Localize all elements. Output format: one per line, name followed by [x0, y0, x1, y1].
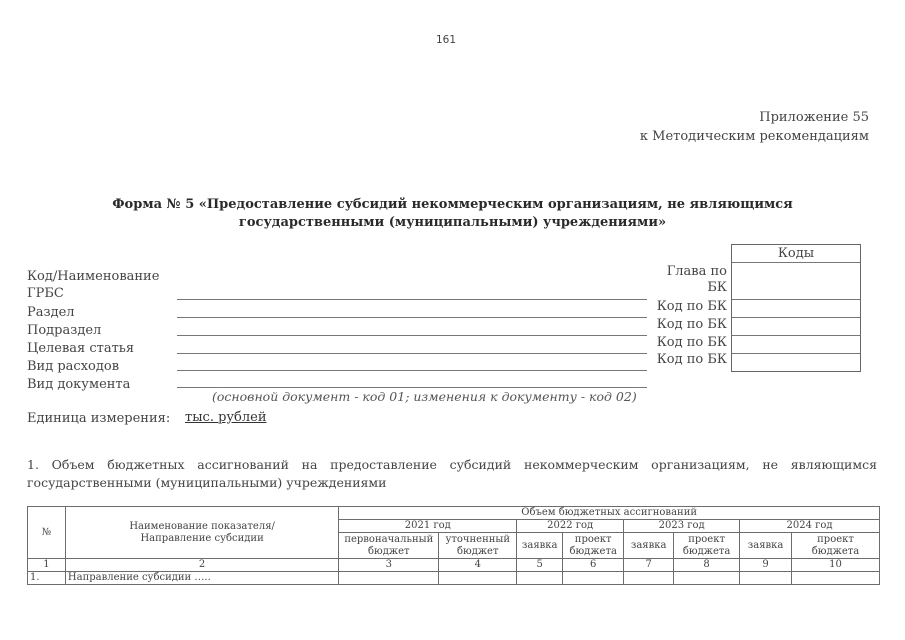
- row-name: Направление субсидии …..: [65, 572, 338, 585]
- year-2023: 2023 год: [624, 520, 740, 533]
- sub-initial-l1: первоначальный: [344, 533, 434, 545]
- sub-project-2023: [674, 533, 740, 559]
- code-cell-target[interactable]: [732, 336, 860, 354]
- row-number: 1.: [28, 572, 66, 585]
- col-header-no: №: [28, 507, 66, 559]
- column-numbers-row: [28, 559, 880, 572]
- table-cell[interactable]: [792, 572, 880, 585]
- col-num: 8: [674, 559, 740, 572]
- form-title: [0, 196, 905, 232]
- appendix-reference: [640, 108, 869, 146]
- year-2024: 2024 год: [740, 520, 880, 533]
- target-fill-line[interactable]: [177, 353, 647, 354]
- code-cell-section[interactable]: [732, 300, 860, 318]
- col-header-name-line1: Наименование показателя/: [129, 520, 275, 532]
- sub-project-l2: бюджета: [682, 545, 731, 557]
- table-cell[interactable]: [740, 572, 792, 585]
- col-num: 10: [792, 559, 880, 572]
- sub-revised-l2: бюджет: [456, 545, 499, 557]
- form-title-line1: Форма № 5 «Предоставление субсидий некоммерческим организациям, не являющимся: [112, 197, 793, 212]
- col-header-name-line2: Направление субсидии: [140, 532, 264, 544]
- sub-revised-budget: [439, 533, 517, 559]
- col-num: 5: [517, 559, 563, 572]
- doc-note: (основной документ - код 01; изменения к документу - код 02): [212, 389, 637, 404]
- sub-initial-l2: бюджет: [368, 545, 410, 557]
- col-num: 6: [563, 559, 624, 572]
- code-label-subsection: Код по БК: [656, 317, 727, 332]
- target-label: Целевая статья: [27, 341, 135, 356]
- year-2022: 2022 год: [517, 520, 624, 533]
- doc-label: Вид документа: [27, 377, 131, 392]
- subsection-fill-line[interactable]: [177, 335, 647, 336]
- grbs-label: [27, 268, 159, 302]
- col-num: 2: [65, 559, 338, 572]
- sub-project-l1: проект: [688, 533, 726, 545]
- glava-label-line1: Глава по: [666, 264, 727, 279]
- glava-label-line2: БК: [707, 280, 727, 295]
- table-cell[interactable]: [339, 572, 439, 585]
- sub-request-2022: заявка: [517, 533, 563, 559]
- sub-project-l1: проект: [574, 533, 612, 545]
- form-title-line2: государственными (муниципальными) учреждениями»: [238, 215, 667, 230]
- doc-fill-line[interactable]: [177, 387, 647, 388]
- table-cell[interactable]: [517, 572, 563, 585]
- section-fill-line[interactable]: [177, 317, 647, 318]
- sub-revised-l1: уточненный: [445, 533, 511, 545]
- subsection-label: Подраздел: [27, 323, 102, 338]
- code-label-target: Код по БК: [656, 335, 727, 350]
- grbs-fill-line[interactable]: [177, 299, 647, 300]
- year-2021: 2021 год: [339, 520, 517, 533]
- section-paragraph: 1. Объем бюджетных ассигнований на предоставление субсидий некоммерческим организациям, не являющимся государственными (муниципальными) учреждениями: [27, 457, 877, 490]
- sub-initial-budget: [339, 533, 439, 559]
- sub-request-2023: заявка: [624, 533, 674, 559]
- col-header-name: [65, 507, 338, 559]
- sub-project-2024: [792, 533, 880, 559]
- col-header-group: Объем бюджетных ассигнований: [339, 507, 880, 520]
- table-row: [28, 572, 880, 585]
- expense-fill-line[interactable]: [177, 370, 647, 371]
- sub-request-2024: заявка: [740, 533, 792, 559]
- col-num: 7: [624, 559, 674, 572]
- expense-label: Вид расходов: [27, 359, 120, 374]
- code-label-section: Код по БК: [656, 299, 727, 314]
- unit-label: Единица измерения:: [27, 411, 171, 426]
- grbs-label-line1: Код/Наименование: [27, 269, 160, 284]
- appendix-line2: к Методическим рекомендациям: [639, 129, 869, 144]
- sub-project-l1: проект: [817, 533, 854, 545]
- appropriations-table: [27, 506, 880, 585]
- col-num: 3: [339, 559, 439, 572]
- code-cell-glava[interactable]: [732, 263, 860, 300]
- table-cell[interactable]: [624, 572, 674, 585]
- section-label: Раздел: [27, 305, 75, 320]
- page-number: 161: [436, 34, 457, 46]
- sub-project-l2: бюджета: [569, 545, 617, 557]
- codes-box: [731, 244, 861, 372]
- codes-header: Коды: [732, 245, 860, 263]
- grbs-label-line2: ГРБС: [27, 286, 64, 301]
- code-cell-subsection[interactable]: [732, 318, 860, 336]
- col-num: 4: [439, 559, 517, 572]
- appendix-line1: Приложение 55: [759, 110, 869, 125]
- col-num: 9: [740, 559, 792, 572]
- sub-project-2022: [563, 533, 624, 559]
- code-label-expense: Код по БК: [656, 352, 727, 367]
- code-cell-expense[interactable]: [732, 354, 860, 371]
- table-cell[interactable]: [439, 572, 517, 585]
- sub-project-l2: бюджета: [811, 545, 860, 557]
- table-cell[interactable]: [674, 572, 740, 585]
- unit-value: тыс. рублей: [185, 410, 267, 425]
- glava-label: [667, 264, 727, 296]
- table-cell[interactable]: [563, 572, 624, 585]
- col-num: 1: [28, 559, 66, 572]
